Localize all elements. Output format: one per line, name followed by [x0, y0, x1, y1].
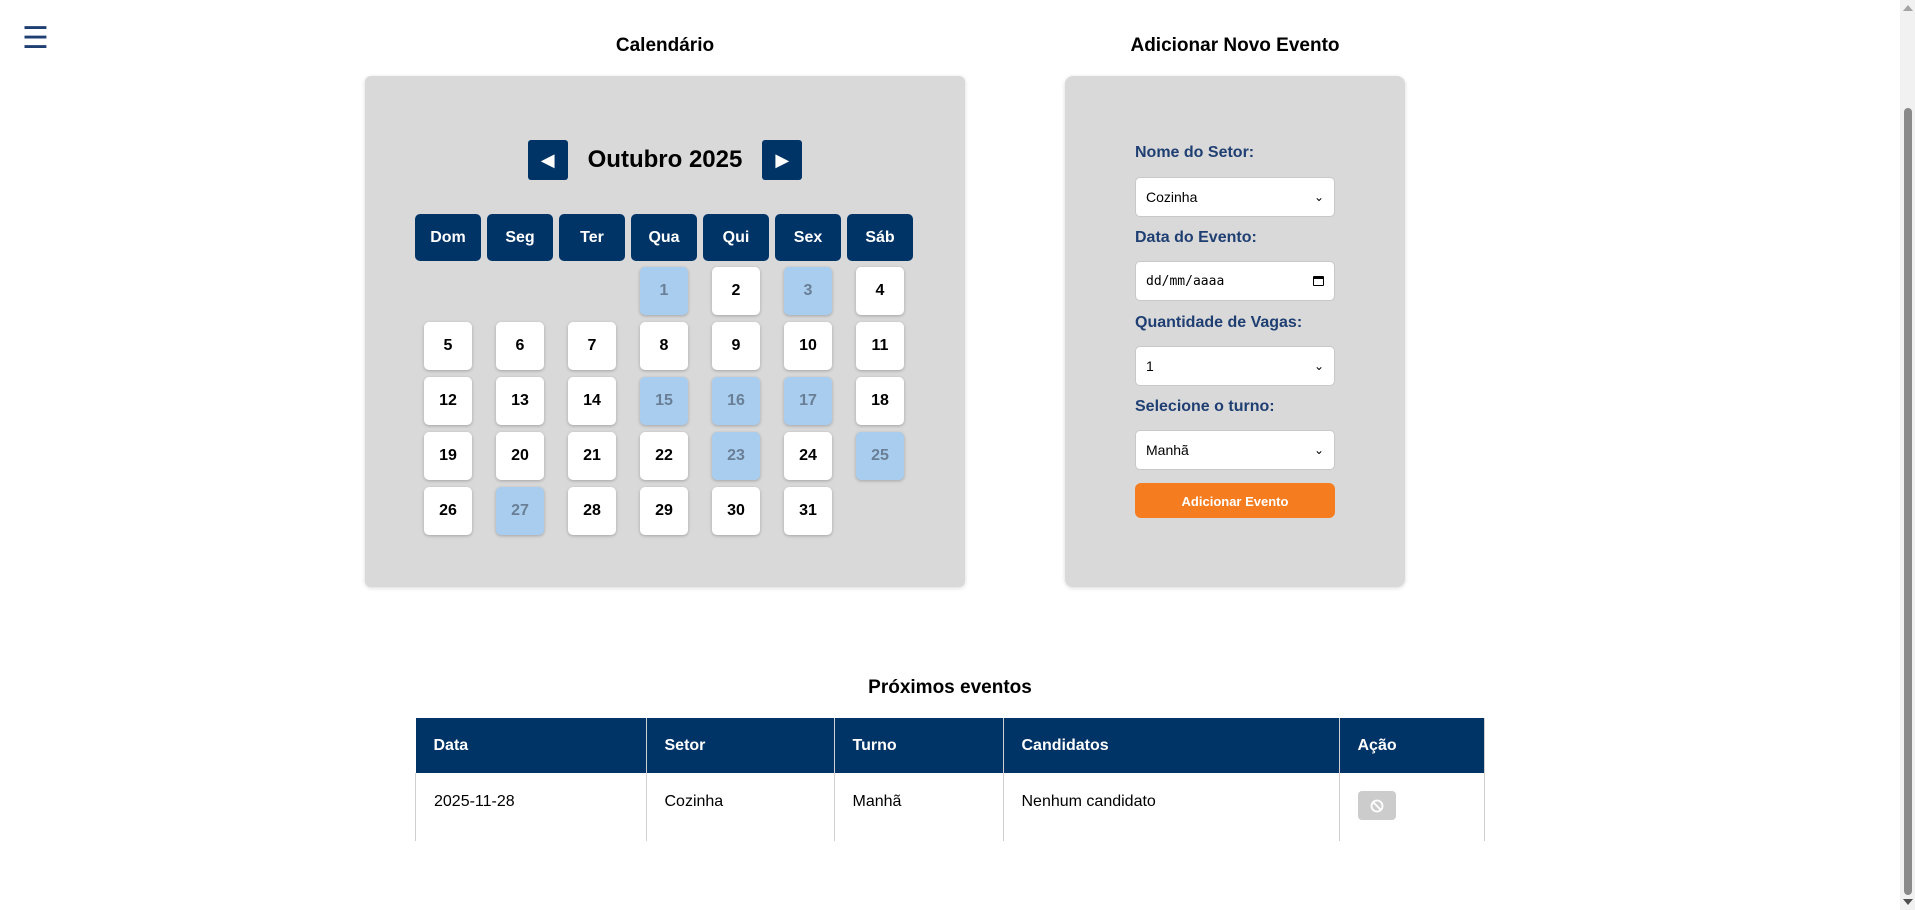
empty-day-cell	[559, 267, 625, 315]
calendar-day[interactable]: 26	[424, 487, 472, 535]
event-sector: Cozinha	[646, 773, 834, 841]
day-cell	[703, 377, 769, 425]
day-cell	[703, 487, 769, 535]
day-cell	[703, 432, 769, 480]
day-cell	[847, 322, 913, 370]
page-scrollbar[interactable]	[1900, 0, 1915, 910]
events-table	[415, 718, 1485, 841]
day-cell	[631, 487, 697, 535]
calendar-day[interactable]: 9	[712, 322, 760, 370]
calendar-panel	[365, 76, 965, 587]
chevron-down-icon: ⌄	[1313, 359, 1324, 373]
day-cell	[775, 377, 841, 425]
day-cell	[415, 432, 481, 480]
weekday-header: Seg	[487, 214, 553, 261]
day-cell	[847, 377, 913, 425]
calendar-day-with-event[interactable]: 23	[712, 432, 760, 480]
calendar-day[interactable]: 31	[784, 487, 832, 535]
calendar-day-with-event[interactable]: 16	[712, 377, 760, 425]
calendar-title: Calendário	[615, 35, 715, 56]
add-event-form	[1065, 76, 1405, 587]
block-icon	[1370, 799, 1384, 813]
calendar-day-with-event[interactable]: 15	[640, 377, 688, 425]
day-cell	[775, 432, 841, 480]
sector-label: Nome do Setor:	[1135, 144, 1255, 161]
date-input-placeholder: dd/mm/aaaa	[1146, 273, 1225, 289]
slots-label: Quantidade de Vagas:	[1135, 314, 1303, 331]
day-cell	[775, 322, 841, 370]
calendar-day[interactable]: 7	[568, 322, 616, 370]
column-header-turno: Turno	[834, 718, 1003, 773]
calendar-day[interactable]: 22	[640, 432, 688, 480]
date-input[interactable]	[1135, 261, 1335, 301]
event-date: 2025-11-28	[416, 773, 647, 841]
event-action-cell	[1339, 773, 1485, 841]
chevron-down-icon: ⌄	[1313, 443, 1324, 457]
weekday-header: Qui	[703, 214, 769, 261]
day-cell	[631, 322, 697, 370]
weekday-header: Qua	[631, 214, 697, 261]
day-cell	[487, 322, 553, 370]
scroll-up-arrow-icon[interactable]	[1903, 5, 1913, 11]
hamburger-menu-icon[interactable]: ☰	[22, 22, 49, 55]
calendar-day[interactable]: 8	[640, 322, 688, 370]
day-cell	[559, 432, 625, 480]
event-candidates: Nenhum candidato	[1003, 773, 1339, 841]
slots-select[interactable]	[1135, 346, 1335, 386]
calendar-day[interactable]: 14	[568, 377, 616, 425]
day-cell	[631, 377, 697, 425]
day-cell	[775, 487, 841, 535]
events-title: Próximos eventos	[868, 677, 1032, 698]
calendar-icon[interactable]	[1313, 276, 1324, 286]
column-header-setor: Setor	[646, 718, 834, 773]
calendar-day-with-event[interactable]: 25	[856, 432, 904, 480]
cancel-event-button[interactable]	[1358, 791, 1396, 820]
calendar-day[interactable]: 18	[856, 377, 904, 425]
calendar-day[interactable]: 12	[424, 377, 472, 425]
day-cell	[559, 487, 625, 535]
calendar-day-with-event[interactable]: 27	[496, 487, 544, 535]
column-header-acao: Ação	[1339, 718, 1485, 773]
day-cell	[487, 377, 553, 425]
scroll-down-arrow-icon[interactable]	[1903, 899, 1913, 905]
day-cell	[415, 322, 481, 370]
add-event-button[interactable]: Adicionar Evento	[1135, 483, 1335, 518]
day-cell	[703, 322, 769, 370]
calendar-day[interactable]: 19	[424, 432, 472, 480]
shift-select-value: Manhã	[1146, 442, 1189, 458]
calendar-day[interactable]: 5	[424, 322, 472, 370]
shift-select[interactable]	[1135, 430, 1335, 470]
day-cell	[559, 377, 625, 425]
day-cell	[631, 267, 697, 315]
slots-select-value: 1	[1146, 358, 1154, 374]
weekday-header: Dom	[415, 214, 481, 261]
weekday-header: Sáb	[847, 214, 913, 261]
calendar-day[interactable]: 21	[568, 432, 616, 480]
calendar-day[interactable]: 13	[496, 377, 544, 425]
chevron-down-icon: ⌄	[1313, 190, 1324, 204]
date-label: Data do Evento:	[1135, 229, 1257, 246]
day-cell	[703, 267, 769, 315]
sector-select-value: Cozinha	[1146, 189, 1198, 205]
day-cell	[847, 267, 913, 315]
calendar-day[interactable]: 29	[640, 487, 688, 535]
calendar-day[interactable]: 24	[784, 432, 832, 480]
empty-day-cell	[415, 267, 481, 315]
table-header-row	[416, 718, 1485, 773]
month-label: Outubro 2025	[587, 146, 743, 173]
next-month-button[interactable]: ▶	[762, 140, 802, 180]
form-title: Adicionar Novo Evento	[1130, 35, 1340, 56]
days-grid	[415, 267, 913, 535]
day-cell	[631, 432, 697, 480]
calendar-day[interactable]: 10	[784, 322, 832, 370]
day-cell	[847, 432, 913, 480]
column-header-data: Data	[416, 718, 647, 773]
calendar-day-with-event[interactable]: 17	[784, 377, 832, 425]
empty-day-cell	[487, 267, 553, 315]
sector-select[interactable]	[1135, 177, 1335, 217]
calendar-day-with-event[interactable]: 3	[784, 267, 832, 315]
calendar-day[interactable]: 11	[856, 322, 904, 370]
prev-month-button[interactable]: ◀	[528, 140, 568, 180]
weekday-header: Sex	[775, 214, 841, 261]
day-cell	[487, 432, 553, 480]
day-cell	[415, 487, 481, 535]
calendar-day[interactable]: 2	[712, 267, 760, 315]
day-cell	[559, 322, 625, 370]
day-cell	[487, 487, 553, 535]
calendar-day[interactable]: 30	[712, 487, 760, 535]
weekday-row	[415, 214, 913, 261]
scrollbar-thumb[interactable]	[1904, 108, 1912, 895]
day-cell	[775, 267, 841, 315]
event-shift: Manhã	[834, 773, 1003, 841]
calendar-day[interactable]: 28	[568, 487, 616, 535]
calendar-day[interactable]: 20	[496, 432, 544, 480]
calendar-day-with-event[interactable]: 1	[640, 267, 688, 315]
calendar-header	[365, 140, 965, 180]
shift-label: Selecione o turno:	[1135, 398, 1275, 415]
table-row	[416, 773, 1485, 841]
calendar-day[interactable]: 4	[856, 267, 904, 315]
weekday-header: Ter	[559, 214, 625, 261]
calendar-day[interactable]: 6	[496, 322, 544, 370]
column-header-candidatos: Candidatos	[1003, 718, 1339, 773]
day-cell	[415, 377, 481, 425]
